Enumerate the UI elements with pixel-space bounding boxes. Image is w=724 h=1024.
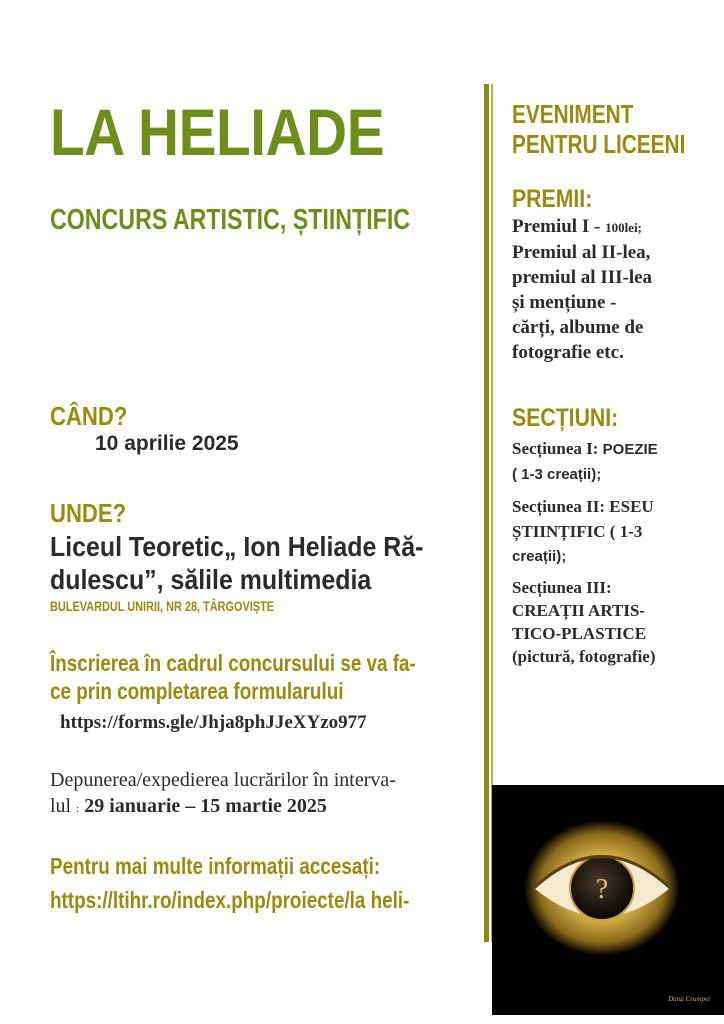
section-3 — [512, 576, 656, 668]
eye-painting — [492, 785, 724, 1015]
prize-line-1 — [512, 214, 652, 240]
eye-artwork — [492, 785, 724, 1015]
where-label: UNDE? — [50, 498, 127, 528]
s3-line-2: CREAȚII ARTIS- — [512, 601, 646, 620]
prize1-prefix: Premiul I - — [512, 216, 601, 237]
deposit-dates: 29 ianuarie – 15 martie 2025 — [84, 795, 327, 817]
deposit-line-2 — [50, 793, 327, 822]
prizes-label: PREMII: — [512, 185, 593, 213]
when-label: CÂND? — [50, 401, 128, 431]
section-2-title — [512, 494, 654, 519]
section-1 — [512, 436, 658, 487]
s1-prefix: Secțiunea I: — [512, 439, 599, 458]
question-mark-icon: ? — [595, 874, 609, 905]
s1-name: POEZIE — [602, 441, 658, 458]
signup-line-1: Înscrierea în cadrul concursului se va fa- — [50, 650, 416, 676]
s2-prefix: Secțiunea II: — [512, 497, 606, 516]
deposit-prefix: lul — [50, 795, 72, 817]
column-divider — [484, 84, 489, 942]
s2-line-3: creații); — [512, 548, 567, 565]
s3-prefix: Secțiunea III: — [512, 578, 612, 597]
prize-line-6: fotografie etc. — [512, 342, 624, 363]
s2-name: ESEU — [609, 497, 654, 516]
info-link[interactable]: https://ltihr.ro/index.php/proiecte/la heli- — [50, 887, 410, 913]
signup-line-2: ce prin completarea formularului — [50, 678, 344, 704]
prize-line-2: Premiul al II-lea, — [512, 242, 651, 263]
where-line-2: dulescu”, sălile multimedia — [50, 564, 372, 595]
event-line-2: PENTRU LICEENI — [512, 129, 686, 159]
section-2 — [512, 494, 654, 569]
s3-line-3: TICO-PLASTICE — [512, 624, 647, 643]
section-1-title — [512, 436, 658, 462]
deposit-colon: : — [76, 803, 80, 815]
main-title: LA HELIADE — [50, 95, 385, 169]
prizes-list — [512, 214, 652, 365]
where-line-1: Liceul Teoretic„ Ion Heliade Ră- — [50, 531, 424, 562]
form-link[interactable]: https://forms.gle/Jhja8phJJeXYzo977 — [60, 712, 367, 733]
subtitle: CONCURS ARTISTIC, ȘTIINȚIFIC — [50, 204, 411, 236]
deposit-line-1: Depunerea/expedierea lucrărilor în interva- — [50, 769, 396, 791]
prize-line-5: cărți, albume de — [512, 317, 644, 338]
info-label: Pentru mai multe informații accesați: — [50, 853, 381, 879]
s2-line-2: ȘTIINȚIFIC ( 1-3 — [512, 522, 643, 541]
prize-line-4: și mențiune - — [512, 292, 617, 313]
prize1-amount: 100lei; — [605, 220, 642, 235]
s1-count: ( 1-3 creații); — [512, 466, 602, 483]
s3-line-4: (pictură, fotografie) — [512, 647, 656, 666]
sections-label: SECȚIUNI: — [512, 404, 619, 432]
artist-signature: Dana Crumpei — [668, 995, 710, 1003]
address: BULEVARDUL UNIRII, NR 28, TÂRGOVIȘTE — [50, 598, 275, 614]
prize-line-3: premiul al III-lea — [512, 267, 653, 288]
when-value: 10 aprilie 2025 — [95, 432, 239, 455]
event-line-1: EVENIMENT — [512, 99, 634, 129]
